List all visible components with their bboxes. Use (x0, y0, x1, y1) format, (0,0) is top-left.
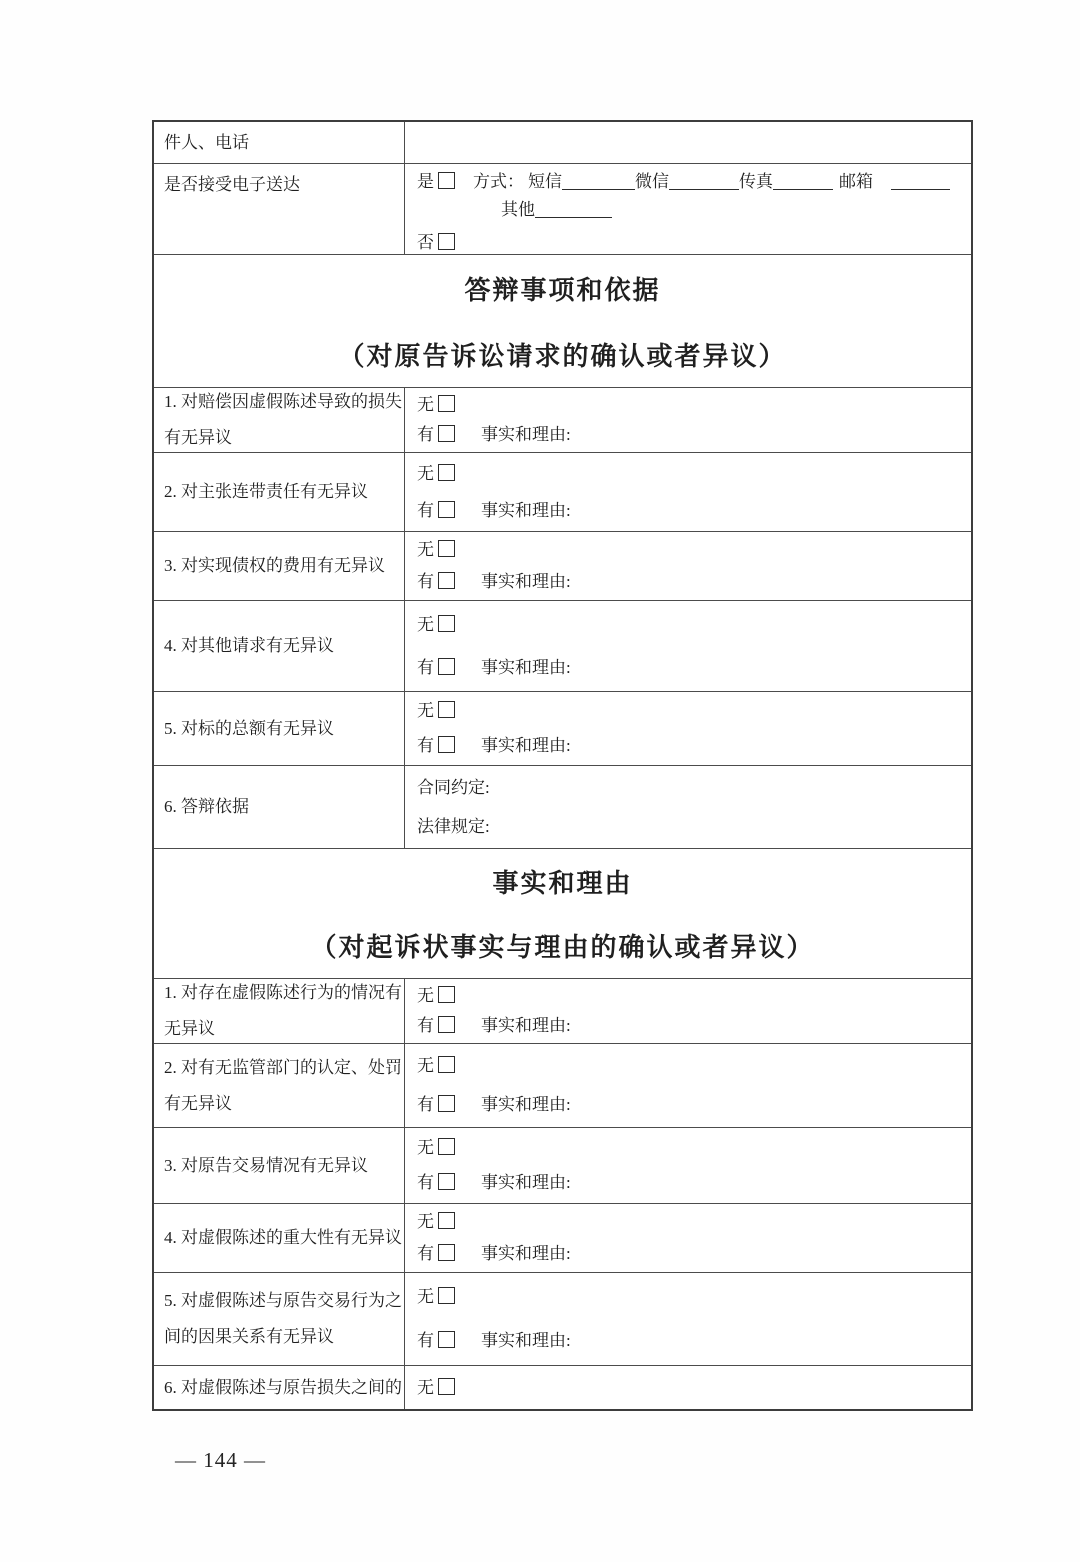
sms-blank-field[interactable] (562, 175, 635, 190)
row-label-cell (154, 1273, 405, 1365)
row-answer-cell (405, 1128, 971, 1203)
facts-reasons-label: 事实和理由: (481, 1331, 571, 1350)
has-objection-label: 有 (417, 1331, 434, 1350)
no-label: 否 (417, 233, 434, 252)
no-objection-checkbox[interactable] (438, 1212, 455, 1229)
has-objection-label: 有 (417, 572, 434, 591)
table-row (154, 164, 971, 255)
basis-line (417, 776, 963, 800)
has-objection-checkbox[interactable] (438, 736, 455, 753)
row-label-cell (154, 164, 405, 254)
table-row (154, 766, 971, 849)
row-answer-cell (405, 1044, 971, 1127)
no-objection-checkbox[interactable] (438, 1378, 455, 1395)
no-objection-checkbox[interactable] (438, 986, 455, 1003)
section-header (154, 255, 971, 388)
row-answer-cell (405, 532, 971, 600)
no-objection-label: 无 (417, 1137, 434, 1157)
table-row (154, 1273, 971, 1366)
has-objection-line (417, 499, 963, 523)
section-title: 事实和理由 (492, 868, 633, 898)
has-objection-checkbox[interactable] (438, 425, 455, 442)
has-objection-label: 有 (417, 657, 434, 677)
no-objection-line (417, 538, 963, 562)
has-objection-checkbox[interactable] (438, 1331, 455, 1348)
row-label: 4. 对虚假陈述的重大性有无异议 (164, 1228, 402, 1247)
page-number: — 144 — (175, 1448, 266, 1472)
basis-line-label: 合同约定: (417, 777, 490, 797)
row-answer-cell (405, 766, 971, 848)
table-row (154, 1204, 971, 1273)
no-objection-line (417, 1054, 963, 1078)
row-label: 5. 对虚假陈述与原告交易行为之间的因果关系有无异议 (164, 1291, 402, 1346)
no-objection-label: 无 (417, 1055, 434, 1075)
row-label: 3. 对原告交易情况有无异议 (164, 1155, 368, 1175)
wechat-blank-field[interactable] (669, 175, 739, 190)
no-objection-label: 无 (417, 1377, 434, 1397)
no-objection-line (417, 613, 963, 637)
row-answer-cell (405, 692, 971, 765)
table-row (154, 1044, 971, 1128)
yes-checkbox[interactable] (438, 172, 455, 189)
has-objection-label: 有 (417, 1173, 434, 1193)
row-label-cell (154, 766, 405, 848)
no-objection-checkbox[interactable] (438, 1287, 455, 1304)
empty-cell (405, 122, 971, 163)
no-objection-line (417, 462, 963, 486)
email-blank-field[interactable] (891, 175, 950, 190)
no-objection-label: 无 (417, 701, 434, 721)
no-objection-label: 无 (417, 540, 434, 559)
table-row (154, 453, 971, 532)
has-objection-line (417, 734, 963, 758)
no-objection-label: 无 (417, 395, 434, 414)
has-objection-label: 有 (417, 1244, 434, 1263)
row-label: 2. 对主张连带责任有无异议 (164, 482, 368, 501)
section-title: 答辩事项和依据 (464, 275, 661, 305)
no-objection-line (417, 393, 963, 417)
row-label-cell (154, 1366, 405, 1409)
sms-option-label: 短信 (528, 172, 562, 191)
table-row (154, 532, 971, 601)
facts-reasons-label: 事实和理由: (481, 657, 571, 677)
no-objection-checkbox[interactable] (438, 464, 455, 481)
yes-line (417, 168, 963, 196)
no-objection-line (417, 1210, 963, 1234)
has-objection-checkbox[interactable] (438, 658, 455, 675)
row-label-cell (154, 1128, 405, 1203)
row-answer-cell (405, 601, 971, 691)
row-label-cell (154, 453, 405, 531)
table-row (154, 388, 971, 453)
has-objection-label: 有 (417, 1016, 434, 1035)
no-objection-checkbox[interactable] (438, 701, 455, 718)
no-objection-line (417, 1136, 963, 1160)
facts-reasons-label: 事实和理由: (481, 1016, 571, 1035)
table-row (154, 979, 971, 1044)
has-objection-line (417, 1093, 963, 1117)
wechat-option-label: 微信 (635, 172, 669, 191)
no-objection-line (417, 699, 963, 723)
section-subtitle: （对起诉状事实与理由的确认或者异议） (310, 933, 815, 963)
other-line (417, 196, 963, 224)
no-objection-checkbox[interactable] (438, 1138, 455, 1155)
no-objection-label: 无 (417, 463, 434, 483)
row-label: 6. 答辩依据 (164, 797, 249, 816)
no-objection-checkbox[interactable] (438, 615, 455, 632)
no-objection-line (417, 984, 963, 1008)
row-label: 4. 对其他请求有无异议 (164, 636, 334, 655)
no-checkbox[interactable] (438, 233, 455, 250)
has-objection-checkbox[interactable] (438, 501, 455, 518)
basis-line-label: 法律规定: (417, 816, 490, 836)
no-objection-label: 无 (417, 614, 434, 634)
method-prefix-label: 方式： (473, 172, 524, 191)
table-row (154, 1366, 971, 1409)
no-objection-label: 无 (417, 986, 434, 1005)
other-option-label: 其他 (501, 200, 535, 219)
table-row (154, 601, 971, 692)
fax-option-label: 传真 (739, 172, 773, 191)
row-answer-cell (405, 388, 971, 452)
no-line (417, 229, 963, 257)
row-label: 件人、电话 (164, 132, 249, 152)
facts-reasons-label: 事实和理由: (481, 425, 571, 444)
no-objection-line (417, 1376, 963, 1400)
row-answer-cell (405, 453, 971, 531)
row-label-cell (154, 601, 405, 691)
row-label-cell (154, 692, 405, 765)
has-objection-checkbox[interactable] (438, 572, 455, 589)
has-objection-label: 有 (417, 1095, 434, 1115)
has-objection-line (417, 1242, 963, 1266)
no-objection-checkbox[interactable] (438, 1056, 455, 1073)
has-objection-checkbox[interactable] (438, 1173, 455, 1190)
row-label-cell (154, 979, 405, 1043)
row-label: 2. 对有无监管部门的认定、处罚有无异议 (164, 1057, 402, 1113)
row-label: 1. 对赔偿因虚假陈述导致的损失有无异议 (164, 392, 402, 447)
no-objection-label: 无 (417, 1287, 434, 1306)
email-option-label: 邮箱 (839, 172, 873, 191)
electronic-service-cell (405, 164, 971, 254)
row-label: 6. 对虚假陈述与原告损失之间的 (164, 1377, 402, 1397)
has-objection-line (417, 1171, 963, 1195)
no-objection-checkbox[interactable] (438, 395, 455, 412)
table-row (154, 1128, 971, 1204)
defense-form-table (152, 120, 973, 1411)
row-label: 3. 对实现债权的费用有无异议 (164, 556, 385, 575)
row-label: 是否接受电子送达 (164, 175, 300, 194)
has-objection-line (417, 656, 963, 680)
section-subtitle: （对原告诉讼请求的确认或者异议） (338, 341, 787, 371)
other-blank-field[interactable] (535, 203, 612, 218)
row-answer-cell (405, 979, 971, 1043)
row-label-cell (154, 1204, 405, 1272)
facts-reasons-label: 事实和理由: (481, 500, 571, 520)
no-objection-checkbox[interactable] (438, 540, 455, 557)
table-row (154, 692, 971, 766)
fax-blank-field[interactable] (773, 175, 833, 190)
facts-reasons-label: 事实和理由: (481, 1173, 571, 1193)
row-label: 1. 对存在虚假陈述行为的情况有无异议 (164, 983, 402, 1038)
has-objection-label: 有 (417, 735, 434, 755)
basis-line (417, 815, 963, 839)
section-header (154, 849, 971, 979)
facts-reasons-label: 事实和理由: (481, 1244, 571, 1263)
facts-reasons-label: 事实和理由: (481, 1095, 571, 1115)
has-objection-line (417, 1014, 963, 1038)
has-objection-line (417, 1329, 963, 1353)
facts-reasons-label: 事实和理由: (481, 735, 571, 755)
row-label-cell (154, 532, 405, 600)
has-objection-checkbox[interactable] (438, 1095, 455, 1112)
has-objection-checkbox[interactable] (438, 1244, 455, 1261)
no-objection-label: 无 (417, 1212, 434, 1231)
row-label-cell (154, 1044, 405, 1127)
has-objection-line (417, 570, 963, 594)
has-objection-line (417, 423, 963, 447)
row-answer-cell (405, 1273, 971, 1365)
table-row (154, 122, 971, 164)
row-answer-cell (405, 1204, 971, 1272)
row-answer-cell (405, 1366, 971, 1409)
facts-reasons-label: 事实和理由: (481, 572, 571, 591)
yes-label: 是 (417, 172, 434, 191)
has-objection-checkbox[interactable] (438, 1016, 455, 1033)
row-label-cell (154, 122, 405, 163)
row-label-cell (154, 388, 405, 452)
no-objection-line (417, 1285, 963, 1309)
has-objection-label: 有 (417, 500, 434, 520)
has-objection-label: 有 (417, 425, 434, 444)
row-label: 5. 对标的总额有无异议 (164, 718, 334, 738)
